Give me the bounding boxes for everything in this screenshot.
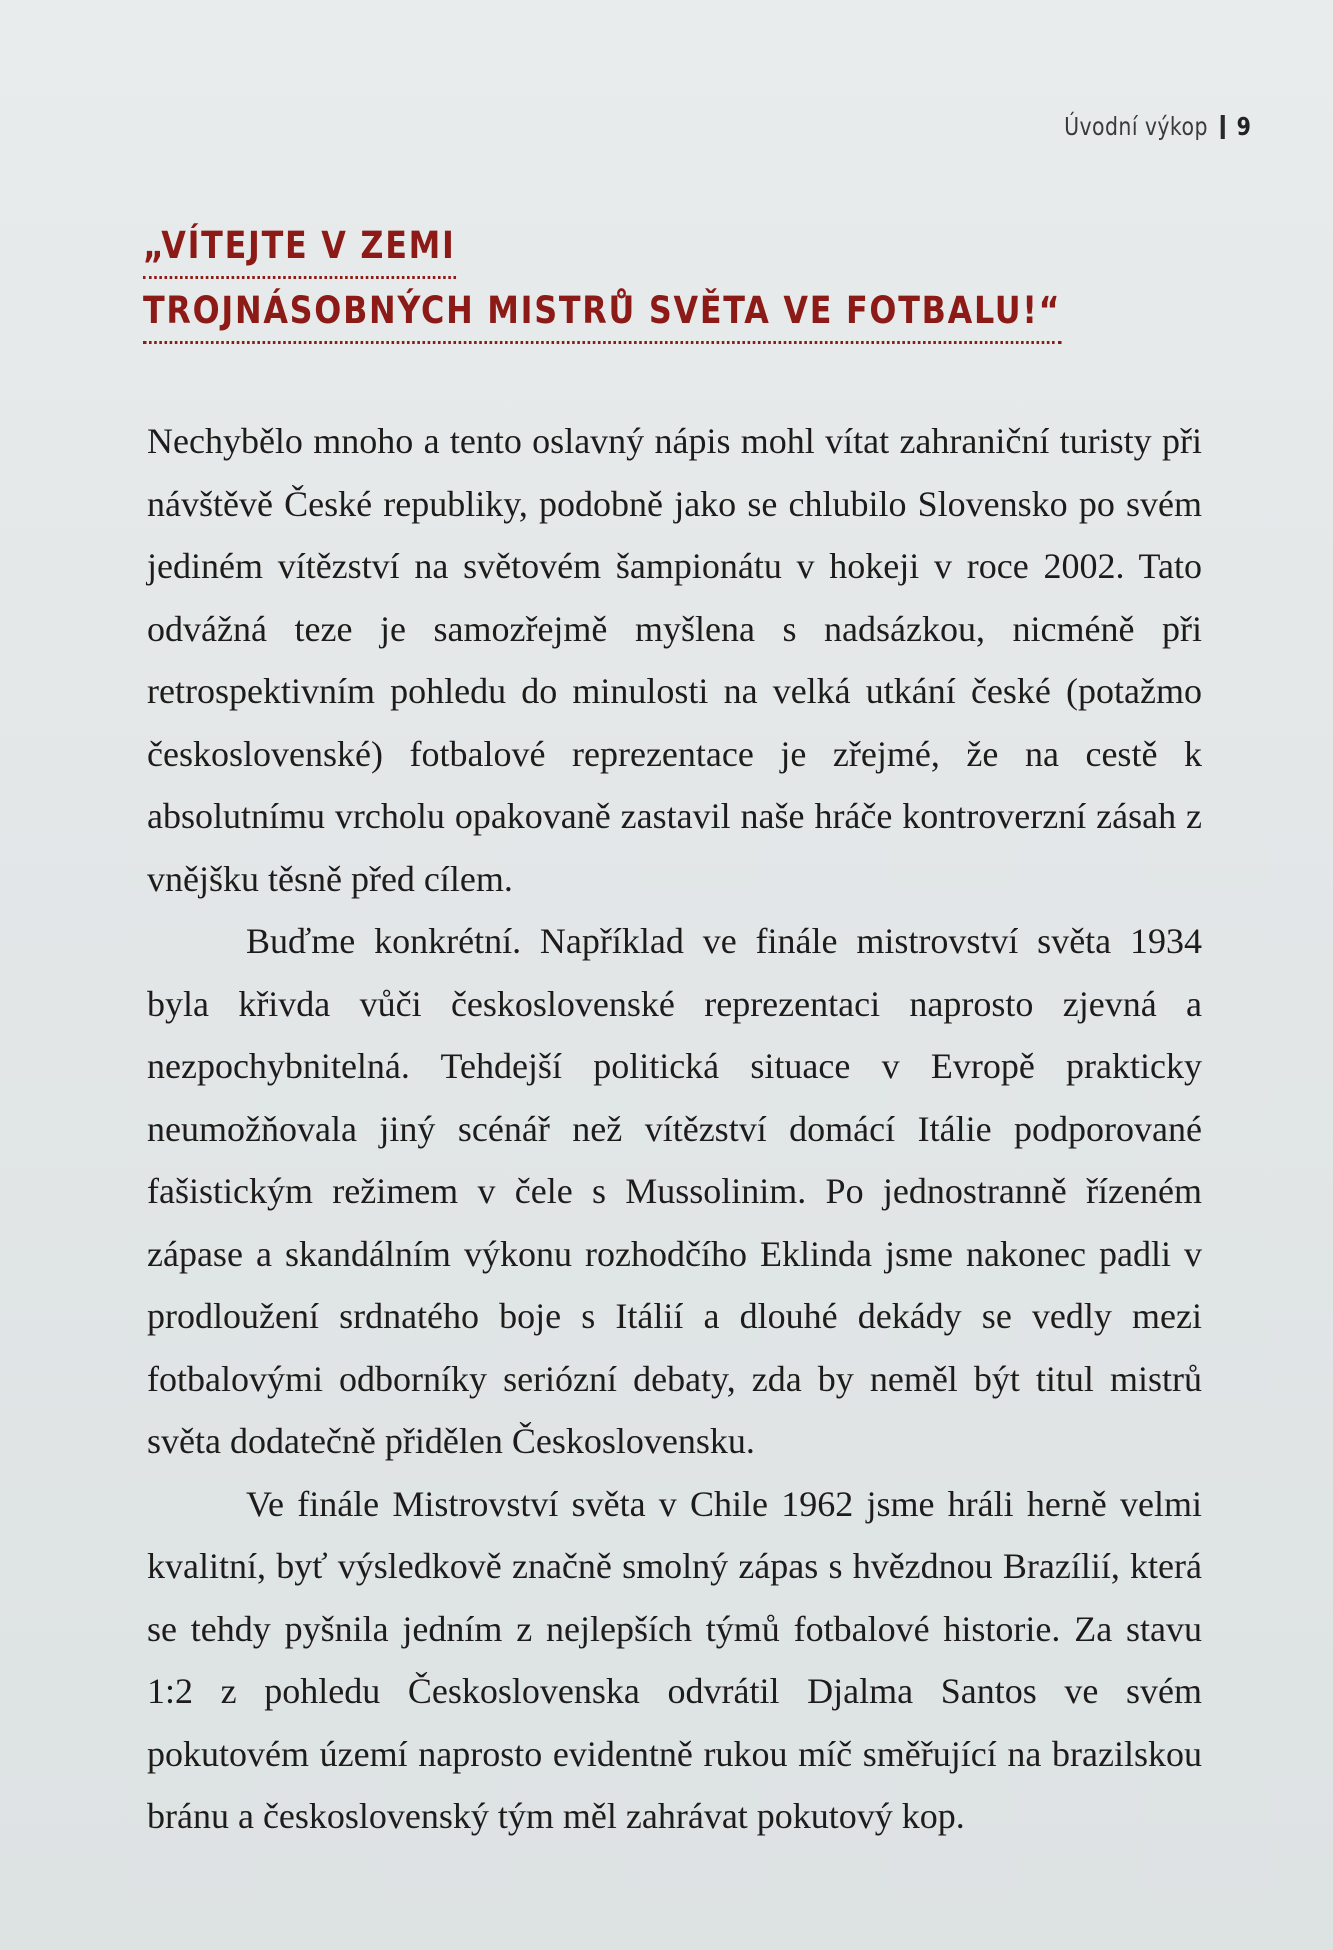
running-header	[1064, 112, 1251, 141]
body-text	[147, 410, 1202, 1848]
page-number: 9	[1236, 112, 1251, 141]
paragraph-3: Ve finále Mistrovství světa v Chile 1962 jsme hráli herně velmi kvalitní, byť výsledkově značně smolný zápas s hvězdnou Brazílií, která se tehdy pyšnila jedním z nejlepších týmů fotbalové historie. Za stavu 1:2 z pohledu Československa odvrátil Djalma Santos ve svém pokutovém území naprosto evidentně rukou míč směřující na brazilskou bránu a československý tým měl zahrávat pokutový kop.	[147, 1483, 1202, 1836]
header-divider	[1221, 115, 1225, 139]
chapter-heading-line-1: „VÍTEJTE V ZEMI	[143, 218, 456, 279]
paragraph-1: Nechybělo mnoho a tento oslavný nápis mohl vítat zahraniční turisty při návštěvě České republiky, podobně jako se chlubilo Slovensko po svém jediném vítězství na světovém šampionátu v hokeji v roce 2002. Tato odvážná teze je samozřejmě myšlena s nadsázkou, nicméně při retrospektivním pohledu do minulosti na velká utkání české (potažmo československé) fotbalové reprezentace je zřejmé, že na cestě k absolutnímu vrcholu opakovaně zastavil naše hráče kontroverzní zásah z vnějšku těsně před cílem.	[147, 421, 1202, 899]
paragraph-2: Buďme konkrétní. Například ve finále mistrovství světa 1934 byla křivda vůči československé reprezentaci naprosto zjevná a nezpochybnitelná. Tehdejší politická situace v Evropě prakticky neumožňovala jiný scénář než vítězství domácí Itálie podporované fašistickým režimem v čele s Mussolinim. Po jednostranně řízeném zápase a skandálním výkonu rozhodčího Eklinda jsme nakonec padli v prodloužení srdnatého boje s Itálií a dlouhé dekády se vedly mezi fotbalovými odborníky seriózní debaty, zda by neměl být titul mistrů světa dodatečně přidělen Československu.	[147, 921, 1202, 1461]
chapter-heading-line-2: TROJNÁSOBNÝCH MISTRŮ SVĚTA VE FOTBALU!“	[143, 283, 1061, 344]
running-header-section: Úvodní výkop	[1063, 112, 1208, 141]
chapter-heading	[143, 218, 1061, 348]
